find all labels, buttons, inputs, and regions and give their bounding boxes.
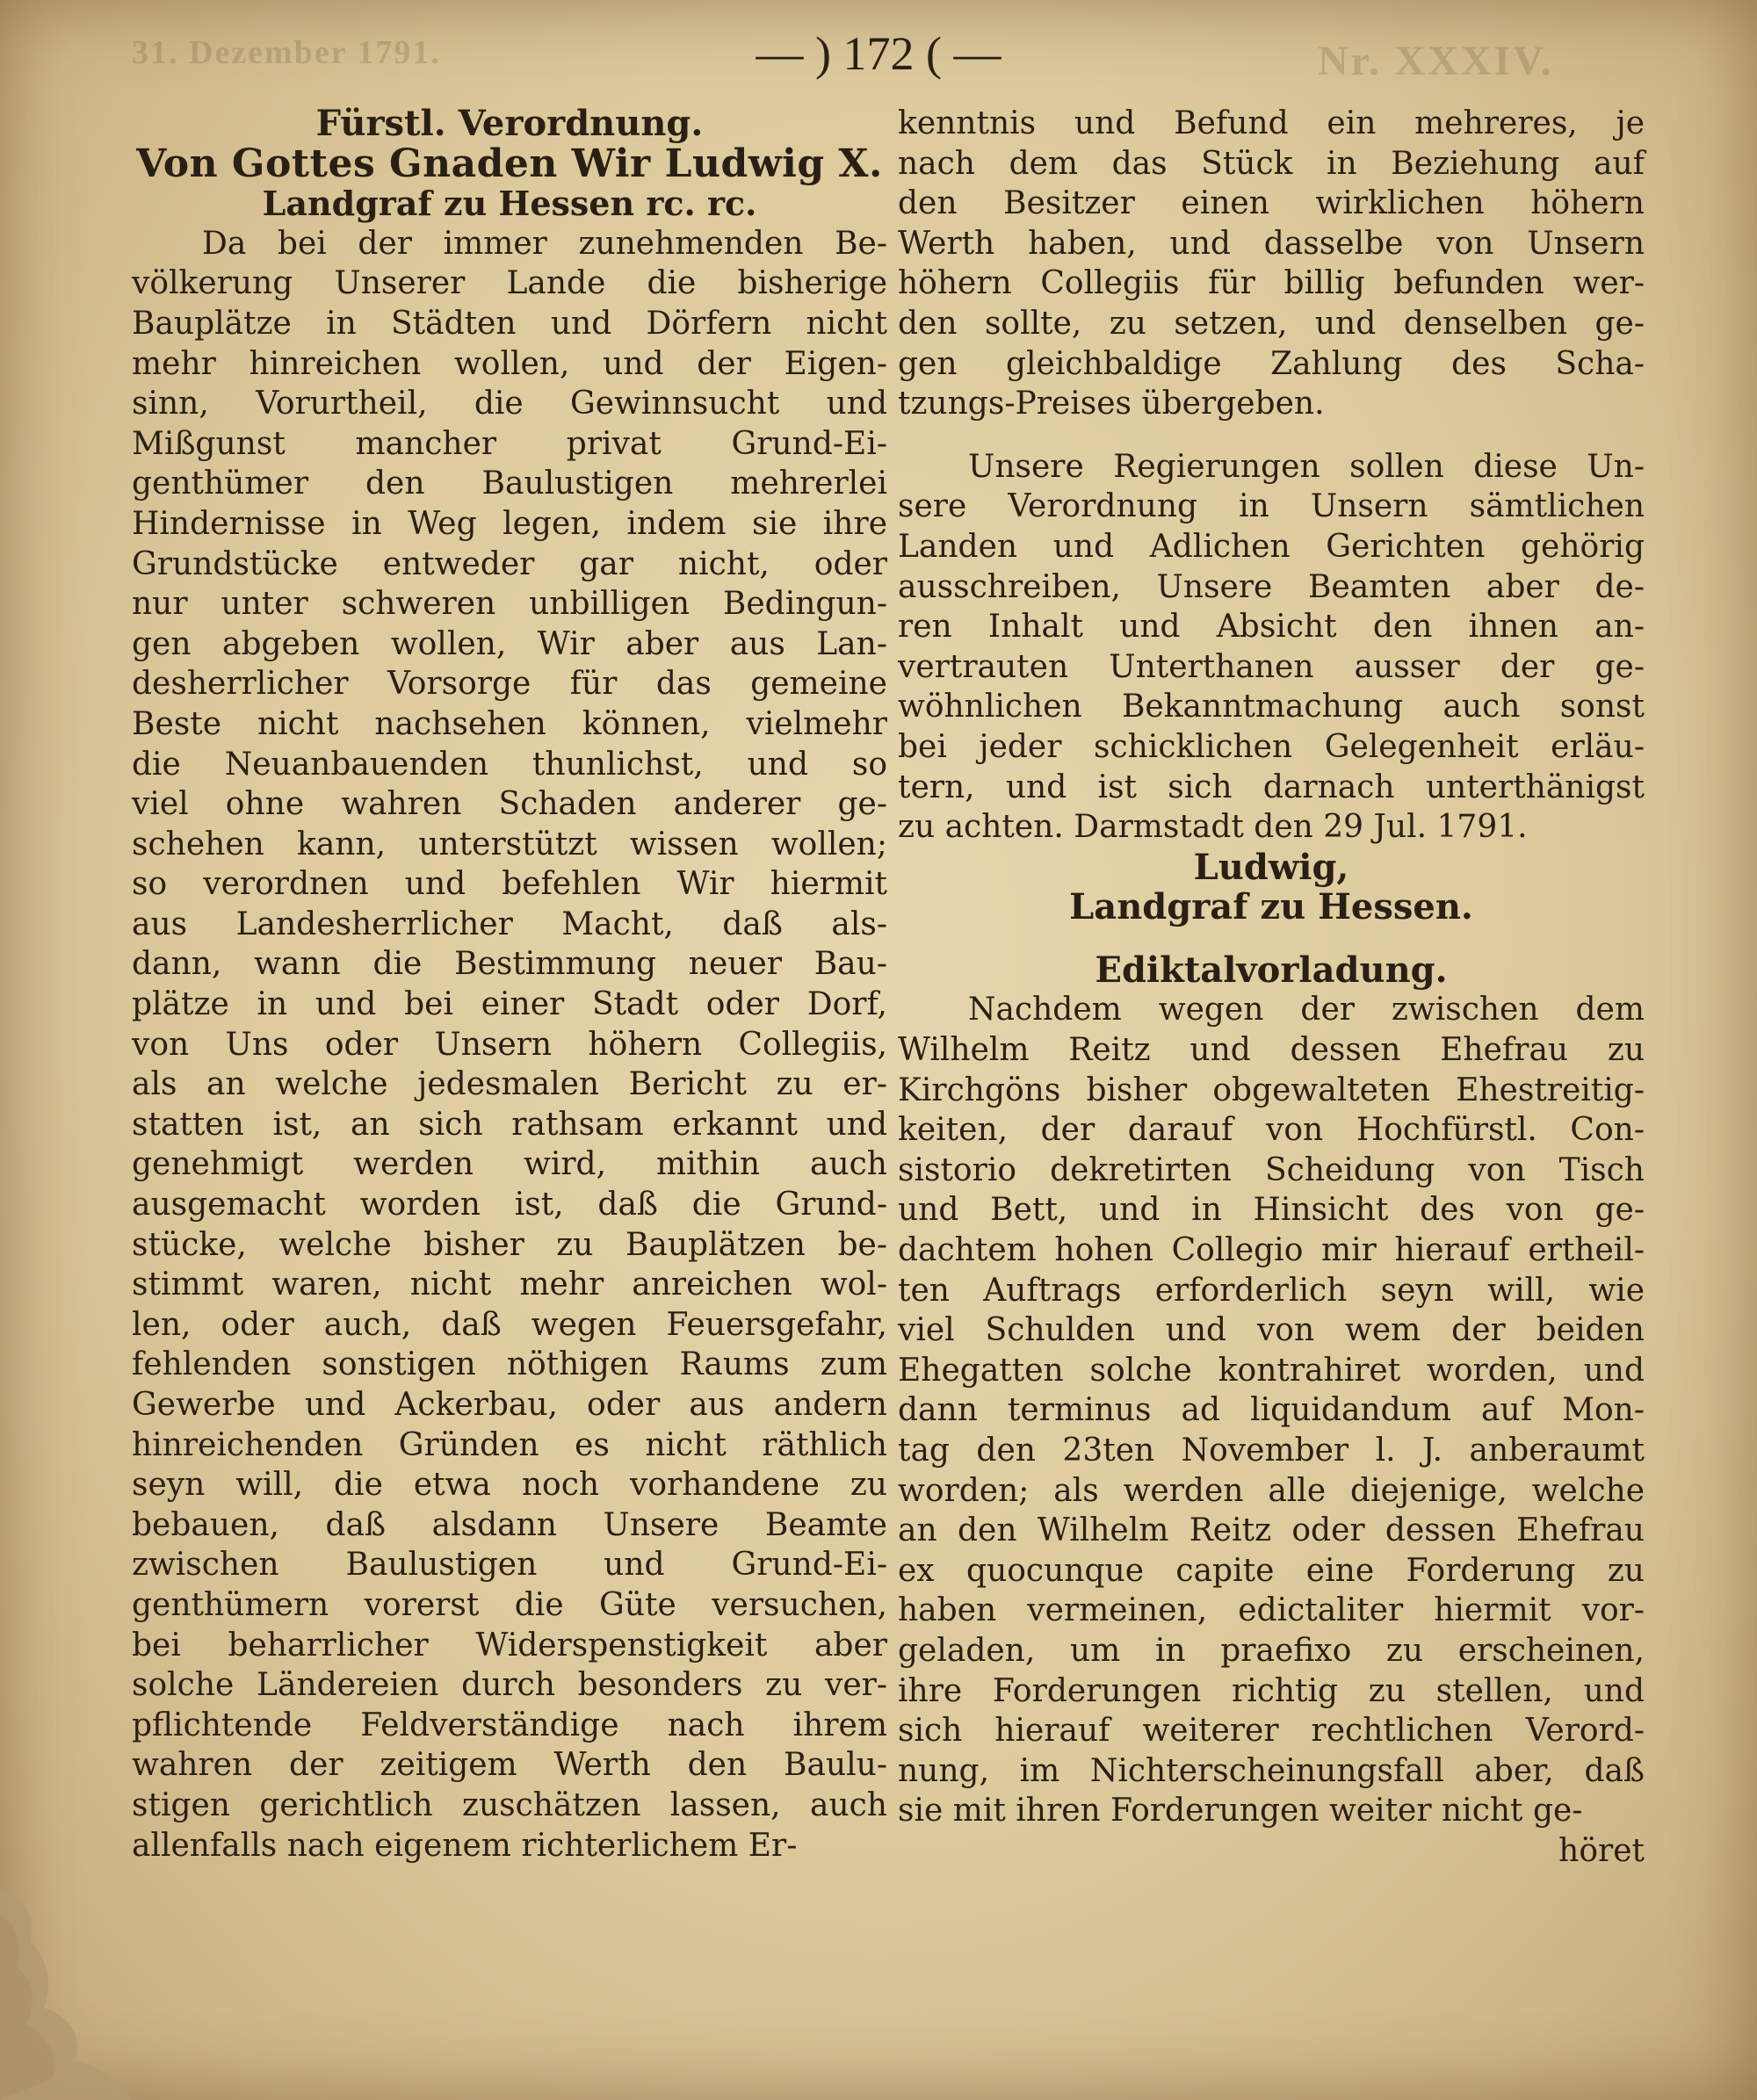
text-line: und Bett, und in Hinsicht des von ge-: [898, 1192, 1645, 1229]
text-line: haben vermeinen, edictaliter hiermit vor-: [898, 1592, 1645, 1629]
text-line: völkerung Unserer Lande die bisherige: [132, 265, 887, 302]
text-line: Mißgunst mancher privat Grund-Ei-: [132, 425, 887, 462]
text-line: ihre Forderungen richtig zu stellen, und: [898, 1672, 1645, 1709]
text-line: solche Ländereien durch besonders zu ver-: [132, 1667, 887, 1704]
catchword: höret: [1558, 1832, 1645, 1869]
text-line: nach dem das Stück in Beziehung auf: [898, 145, 1645, 182]
text-line: Gewerbe und Ackerbau, oder aus andern: [132, 1387, 887, 1423]
text-line: kenntnis und Befund ein mehreres, je: [898, 105, 1645, 141]
text-line: an den Wilhelm Reitz oder dessen Ehefrau: [898, 1512, 1645, 1549]
text-line: keiten, der darauf von Hochfürstl. Con-: [898, 1112, 1645, 1149]
torn-corner: [0, 1837, 228, 2100]
text-line: Hindernisse in Weg legen, indem sie ihre: [132, 505, 887, 542]
text-line: stücke, welche bisher zu Bauplätzen be-: [132, 1226, 887, 1263]
text-line: worden; als werden alle diejenige, welche: [898, 1472, 1645, 1509]
text-line: bei jeder schicklichen Gelegenheit erläu-: [898, 728, 1645, 765]
text-line: Beste nicht nachsehen können, vielmehr: [132, 705, 887, 742]
text-line: genehmigt werden wird, mithin auch: [132, 1146, 887, 1183]
text-line: von Uns oder Unsern höhern Collegiis,: [132, 1026, 887, 1063]
text-line: zwischen Baulustigen und Grund-Ei-: [132, 1547, 887, 1584]
text-line: plätze in und bei einer Stadt oder Dorf,: [132, 986, 887, 1023]
text-line: ten Auftrags erforderlich seyn will, wie: [898, 1272, 1645, 1309]
text-line: nur unter schweren unbilligen Bedingun-: [132, 586, 887, 623]
text-line: tern, und ist sich darnach unterthänigst: [898, 769, 1645, 805]
text-line: sinn, Vorurtheil, die Gewinnsucht und: [132, 386, 887, 422]
text-line: die Neuanbauenden thunlichst, und so: [132, 746, 887, 783]
decree-subtitle-2: Landgraf zu Hessen rc. rc.: [262, 184, 757, 224]
text-line: den Besitzer einen wirklichen höhern: [898, 185, 1645, 222]
decree-subtitle: Von Gottes Gnaden Wir Ludwig X.: [136, 141, 883, 186]
text-line: vertrauten Unterthanen ausser der ge-: [898, 648, 1645, 685]
text-line: so verordnen und befehlen Wir hiermit: [132, 866, 887, 903]
decree-body-continued: [898, 104, 1645, 424]
text-line: seyn will, die etwa noch vorhandene zu: [132, 1467, 887, 1504]
text-line: höhern Collegiis für billig befunden wer-: [898, 265, 1645, 302]
text-line: len, oder auch, daß wegen Feuersgefahr,: [132, 1306, 887, 1343]
text-line: genthümer den Baulustigen mehrerlei: [132, 465, 887, 502]
text-line: Landen und Adlichen Gerichten gehörig: [898, 528, 1645, 565]
page-header: [0, 26, 1757, 88]
summons-body: [898, 990, 1645, 1830]
text-line: als an welche jedesmalen Bericht zu er-: [132, 1066, 887, 1103]
signature-name: Ludwig,: [1193, 846, 1349, 888]
text-line: Da bei der immer zunehmenden Be-: [202, 225, 887, 262]
text-line: Unsere Regierungen sollen diese Un-: [968, 448, 1645, 485]
text-line: ausschreiben, Unsere Beamten aber de-: [898, 568, 1645, 605]
text-line: zu achten. Darmstadt den 29 Jul. 1791.: [898, 809, 1528, 846]
text-line: pflichtende Feldverständige nach ihrem: [132, 1707, 887, 1743]
left-column: [132, 104, 887, 1865]
text-line: Bauplätze in Städten und Dörfern nicht: [132, 305, 887, 342]
text-line: Kirchgöns bisher obgewalteten Ehestreitig-: [898, 1072, 1645, 1108]
text-line: statten ist, an sich rathsam erkannt und: [132, 1106, 887, 1143]
text-line: dann terminus ad liquidandum auf Mon-: [898, 1392, 1645, 1429]
text-line: aus Landesherrlicher Macht, daß als-: [132, 906, 887, 942]
text-line: sie mit ihren Forderungen weiter nicht ge-: [898, 1793, 1583, 1829]
text-line: nung, im Nichterscheinungsfall aber, daß: [898, 1752, 1645, 1789]
text-line: geladen, um in praefixo zu erscheinen,: [898, 1632, 1645, 1669]
text-line: allenfalls nach eigenem richterlichem Er-: [132, 1827, 798, 1864]
signature-title: Landgraf zu Hessen.: [1069, 886, 1473, 928]
right-column: [898, 104, 1645, 1872]
bleed-through-date: 31. Dezember 1791.: [132, 34, 441, 71]
text-line: tag den 23ten November l. J. anberaumt: [898, 1432, 1645, 1469]
text-line: gen gleichbaldige Zahlung des Scha-: [898, 345, 1645, 382]
text-line: hinreichenden Gründen es nicht räthlich: [132, 1426, 887, 1463]
text-line: Werth haben, und dasselbe von Unsern: [898, 225, 1645, 262]
text-line: den sollte, zu setzen, und denselben ge-: [898, 305, 1645, 342]
decree-closing-paragraph: [898, 447, 1645, 848]
text-line: bebauen, daß alsdann Unsere Beamte: [132, 1506, 887, 1543]
text-line: sistorio dekretirten Scheidung von Tisch: [898, 1151, 1645, 1188]
text-line: stimmt waren, nicht mehr anreichen wol-: [132, 1266, 887, 1303]
text-line: sich hierauf weiterer rechtlichen Verord-: [898, 1713, 1645, 1750]
text-line: ausgemacht worden ist, daß die Grund-: [132, 1187, 887, 1223]
text-line: desherrlicher Vorsorge für das gemeine: [132, 666, 887, 703]
text-line: bei beharrlicher Widerspenstigkeit aber: [132, 1627, 887, 1663]
text-line: genthümern vorerst die Güte versuchen,: [132, 1586, 887, 1623]
text-line: dann, wann die Bestimmung neuer Bau-: [132, 946, 887, 983]
text-line: schehen kann, unterstützt wissen wollen;: [132, 826, 887, 862]
section-title: Ediktalvorladung.: [1095, 949, 1448, 991]
decree-title: Fürstl. Verordnung.: [315, 103, 704, 144]
page-number: — ) 172 ( —: [756, 27, 1001, 80]
text-line: viel ohne wahren Schaden anderer ge-: [132, 786, 887, 823]
text-line: fehlenden sonstigen nöthigen Raums zum: [132, 1346, 887, 1383]
text-line: Nachdem wegen der zwischen dem: [968, 992, 1645, 1028]
text-line: ex quocunque capite eine Forderung zu: [898, 1552, 1645, 1589]
text-line: gen abgeben wollen, Wir aber aus Lan-: [132, 625, 887, 662]
text-line: stigen gerichtlich zuschätzen lassen, auch: [132, 1786, 887, 1823]
text-line: sere Verordnung in Unsern sämtlichen: [898, 488, 1645, 525]
decree-body: [132, 224, 887, 1865]
text-line: Grundstücke entweder gar nicht, oder: [132, 545, 887, 582]
text-line: wöhnlichen Bekanntmachung auch sonst: [898, 689, 1645, 725]
bleed-through-issue: Nr. XXXIV.: [1318, 38, 1554, 84]
text-line: Ehegatten solche kontrahiret worden, und: [898, 1352, 1645, 1389]
text-line: Wilhelm Reitz und dessen Ehefrau zu: [898, 1032, 1645, 1069]
text-line: mehr hinreichen wollen, und der Eigen-: [132, 345, 887, 382]
text-line: tzungs-Preises übergeben.: [898, 386, 1325, 422]
text-line: wahren der zeitigem Werth den Baulu-: [132, 1747, 887, 1784]
text-line: viel Schulden und von wem der beiden: [898, 1312, 1645, 1349]
text-line: ren Inhalt und Absicht den ihnen an-: [898, 609, 1645, 646]
text-line: dachtem hohen Collegio mir hierauf ertheil-: [898, 1232, 1645, 1269]
